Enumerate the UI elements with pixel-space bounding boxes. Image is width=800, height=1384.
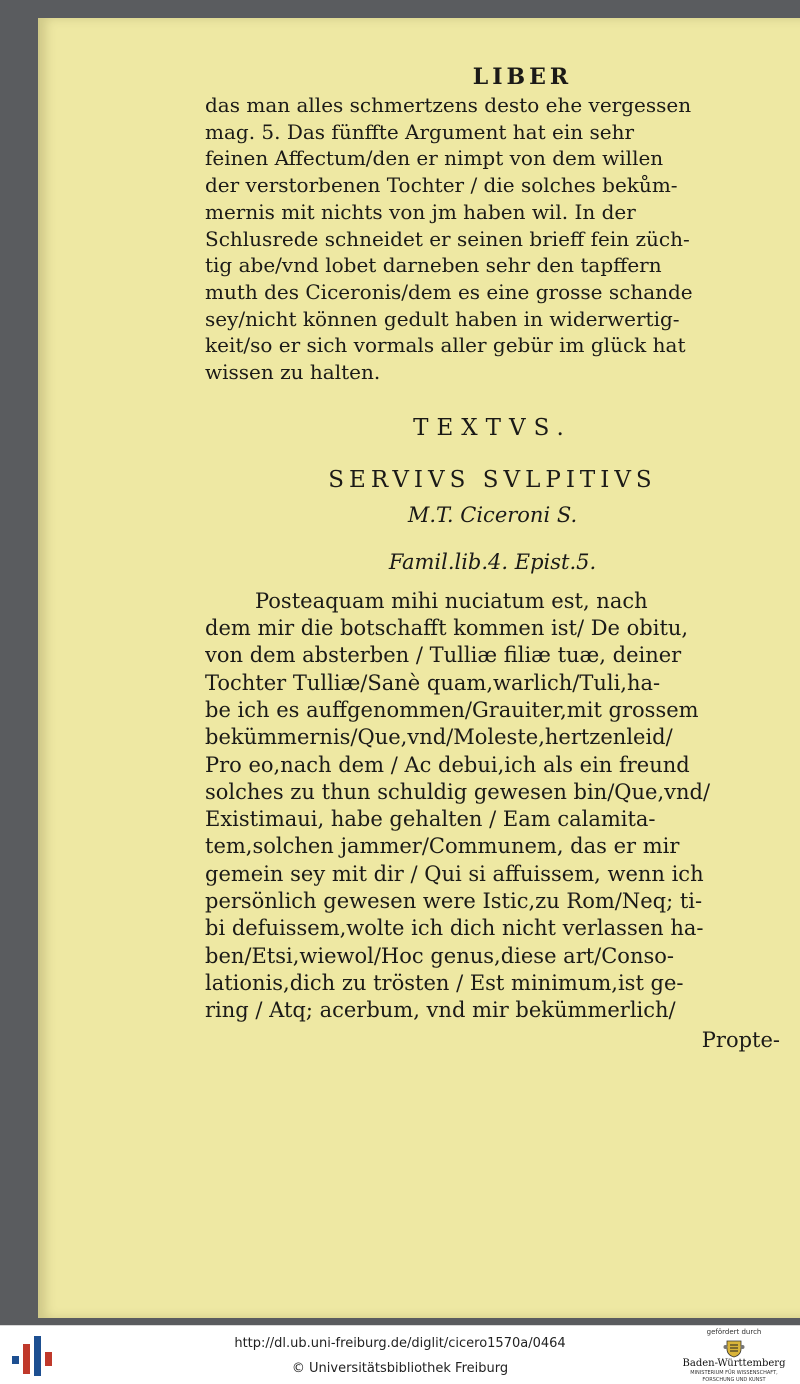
body-line: bekümmernis/Que,vnd/Moleste,hertzenleid/ <box>205 725 673 750</box>
body-line: lationis,dich zu trösten / Est minimum,ist ge- <box>205 970 684 995</box>
body-line: be ich es auffgenommen/Grauiter,mit grossem <box>205 697 699 722</box>
body-line: Tochter Tulliæ/Sanè quam,warlich/Tuli,ha- <box>205 670 661 695</box>
running-head: LIBER <box>472 64 573 90</box>
intro-line: der verstorbenen Tochter / die solches bekům- <box>205 173 678 198</box>
intro-line: mag. 5. Das fünffte Argument hat ein sehr <box>205 119 635 144</box>
catchword: Propte- <box>701 1028 780 1053</box>
intro-line: das man alles schmertzens desto ehe vergessen <box>205 93 692 117</box>
body-line: von dem absterben / Tulliæ filiæ tuæ, deiner <box>205 643 682 668</box>
intro-paragraph <box>205 92 780 386</box>
source-reference <box>205 546 780 578</box>
body-line: gemein sey mit dir / Qui si affuissem, wenn ich <box>205 861 704 886</box>
body-line: solches zu thun schuldig gewesen bin/Que,vnd/ <box>205 779 711 804</box>
body-line: persönlich gewesen were Istic,zu Rom/Neq; ti- <box>205 889 703 913</box>
copyright-notice: © Universitätsbibliothek Freiburg <box>291 1361 509 1376</box>
recipient-line <box>205 500 780 530</box>
viewer-footer <box>0 1325 800 1384</box>
intro-line: wissen zu halten. <box>205 360 381 385</box>
author-heading: SERVIVS SVLPITIVS <box>328 466 657 493</box>
intro-line: Schlusrede schneidet er seinen brieff fein züch- <box>205 226 690 251</box>
intro-line: sey/nicht können gedult haben in widerwertig- <box>205 306 680 331</box>
body-line: ben/Etsi,wiewol/Hoc genus,diese art/Conso- <box>205 943 674 968</box>
body-line: Posteaquam mihi nuciatum est, nach <box>255 588 648 613</box>
intro-line: muth des Ciceronis/dem es eine grosse schande <box>205 279 693 304</box>
body-line: Existimaui, habe gehalten / Eam calamita- <box>205 807 656 832</box>
crest-icon <box>723 1338 745 1358</box>
page-url-link[interactable]: http://dl.ub.uni-freiburg.de/diglit/cicero1570a/0464 <box>234 1336 566 1351</box>
body-line: Pro eo,nach dem / Ac debui,ich als ein freund <box>205 752 690 777</box>
source-text: Famil.lib.4. Epist.5. <box>388 549 597 574</box>
section-heading: TEXTVS. <box>413 414 572 441</box>
page-text <box>205 62 780 1054</box>
recipient-text: M.T. Ciceroni S. <box>407 502 578 527</box>
body-line: dem mir die botschafft kommen ist/ De obitu, <box>205 616 689 641</box>
sponsor-label: gefördert durch <box>706 1328 762 1336</box>
intro-line: tig abe/vnd lobet darneben sehr den tapffern <box>205 253 662 278</box>
sponsor-block[interactable] <box>676 1328 792 1382</box>
body-line: bi defuissem,wolte ich dich nicht verlassen ha- <box>205 916 704 941</box>
sponsor-state: Baden-Württemberg <box>682 1358 786 1369</box>
intro-line: mernis mit nichts von jm haben wil. In der <box>205 199 636 224</box>
sponsor-ministry: MINISTERIUM FÜR WISSENSCHAFT, FORSCHUNG UND KUNST <box>690 1370 778 1383</box>
intro-line: feinen Affectum/den er nimpt von dem willen <box>205 146 664 171</box>
letter-body <box>205 588 780 1025</box>
body-line: tem,solchen jammer/Communem, das er mir <box>205 834 680 859</box>
intro-line: keit/so er sich vormals aller gebür im glück hat <box>205 333 686 358</box>
body-line: ring / Atq; acerbum, vnd mir bekümmerlich/ <box>205 998 676 1023</box>
